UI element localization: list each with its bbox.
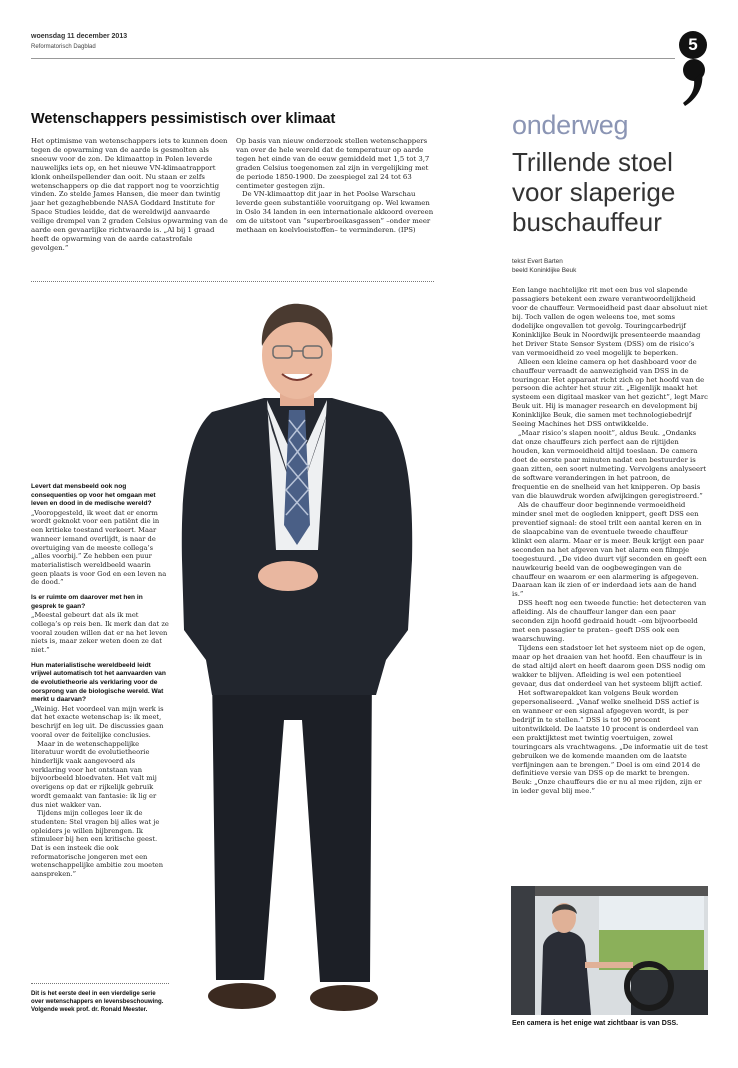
climate-column-1 xyxy=(31,137,230,253)
body-paragraph: Het softwarepakket kan volgens Beuk worden gepersonaliseerd. „Vanaf welke snelheid DSS actief is en wanneer er een signaal afgegeven wordt, is per bedrijf in te stellen.” DSS is tot 90 procent uitontwikkeld. De laatste 10 procent is onderdeel van een praktijktest met twintig voertuigen, zowel touringcars als vrachtwagens. „De informatie uit de test gebruiken we de komende maanden om de laatste verfijningen aan te brengen.” Doel is om eind 2014 de definitieve versie van DSS op de markt te brengen. Beuk: „Onze chauffeurs die er nu al mee rijden, zijn er in ieder geval blij mee.” xyxy=(512,688,708,796)
climate-paragraph: De VN-klimaattop dit jaar in het Poolse Warschau leverde geen substantiële vooruitgang op. Wel kwamen in Oslo 34 landen in een internationale akkoord overeen om de uitstoot van “superbroeikasgassen” –onder meer methaan en koelvloeistoffen– te verminderen. (IPS) xyxy=(236,190,434,235)
body-paragraph: Als de chauffeur door beginnende vermoeidheid minder snel met de oogleden knippert, geeft DSS een preventief signaal: de stoel trilt een aantal keren en in de slaapcabine van de eventuele tweede chauffeur klinkt een alarm. Maar er is meer. Beuk krijgt een paar seconden na het afgeven van het alarm een filmpje toegestuurd. „De video duurt vijf seconden en geeft een nauwkeurig beeld van de oogbewegingen van de chauffeur en waarom er een alarmering is afgegeven. Daaraan kan ik zien of er inderdaad iets aan de hand is.” xyxy=(512,500,707,599)
interview-question: Hun materialistische wereldbeeld leidt vrijwel automatisch tot het aanvaarden van de evolutietheorie als verklaring voor de oorsprong van de biologische wereld. Wat merkt u daarvan? xyxy=(31,661,166,704)
series-footnote: Dit is het eerste deel in een vierdelige serie over wetenschappers en levensbeschouwing. Volgende week prof. dr. Ronald Meester. xyxy=(31,990,164,1014)
interview-answer: „Meestal gebeurt dat als ik met collega’s op reis ben. Ik merk dan dat ze vooral zouden willen dat er na het leven niets is, maar zeker weten doen ze dat niet.” xyxy=(31,611,169,655)
article-body xyxy=(512,286,708,796)
body-paragraph: Tijdens een stadstoer let het systeem niet op de ogen, maar op het draaien van het hoofd. Een chauffeur is in de stad altijd alert en heeft daarom geen DSS nodig om wakker te blijven. Afleiding is wel een potentieel gevaar, dus dat onderdeel van het systeem blijft actief. xyxy=(512,644,706,688)
article-headline: Trillende stoel voor slaperige buschauffeur xyxy=(512,147,676,237)
header-rule xyxy=(31,58,675,59)
header-date: woensdag 11 december 2013 xyxy=(31,33,128,40)
photo-caption: Een camera is het enige wat zichtbaar is van DSS. xyxy=(512,1020,679,1027)
climate-paragraph: Het optimisme van wetenschappers iets te kunnen doen tegen de opwarming van de aarde is gesmolten als sneeuw voor de zon. De klimaattop in Polen leverde nauwelijks iets op, en het nieuwe VN-klimaatrapport klonk onheilspellender dan ooit. Nu staan er zelfs wetenschappers op die dat rapport nog te voorzichtig vinden. Zo stelde James Hansen, die meer dan twintig jaar het gezaghebbende NASA Goddard Institute for Space Studies leidde, dat de wereldwijd aanvaarde veilige drempel van 2 graden Celsius opwarming van de aarde een gevaarlijke richtwaarde is. „Al bij 1 graad heeft de opwarming van de aarde catastrofale gevolgen.” xyxy=(31,137,228,252)
body-paragraph: Een lange nachtelijke rit met een bus vol slapende passagiers betekent een zware verantwoordelijkheid voor de chauffeur. Vermoeidheid past daar absoluut niet bij. Toch vallen de ogen weleens toe, met soms dodelijke ongevallen tot gevolg. Touringcarbedrijf Koninklijke Beuk in Noordwijk presenteerde maandag het Driver State Sensor System (DSS) om de risico’s van vermoeidheid zo veel mogelijk te beperken. xyxy=(512,286,708,357)
photo-credit: beeld Koninklijke Beuk xyxy=(512,267,577,274)
climate-paragraph: Op basis van nieuw onderzoek stellen wetenschappers van over de hele wereld dat de temperatuur op aarde tegen het einde van de eeuw gemiddeld met 1,5 tot 3,7 graden Celsius toegenomen zal zijn in vergelijking met de periode 1850-1900. De zeespiegel zal 24 tot 63 centimeter gestegen zijn. xyxy=(236,137,430,190)
footnote-divider xyxy=(31,983,169,984)
body-paragraph: DSS heeft nog een tweede functie: het detecteren van afleiding. Als de chauffeur langer dan een paar seconden zijn hoofd gedraaid houdt –om bijvoorbeeld met een passagier te praten– geeft DSS ook een waarschuwing. xyxy=(512,599,707,644)
bus-driver-photo xyxy=(511,886,708,1015)
interview-question: Is er ruimte om daarover met hen in gesprek te gaan? xyxy=(31,594,143,610)
interview-answer: Tijdens mijn colleges leer ik de studenten: Stel vragen bij alles wat je opleiders je willen bijbrengen. Ik stimuleer bij hen een kritische geest. Dat is een insteek die ook reformatorische jongeren met een wetenschappelijke ambitie zou moeten aanspreken.” xyxy=(31,809,164,879)
comma-icon xyxy=(682,58,706,108)
text-credit: tekst Evert Barten xyxy=(512,258,563,265)
interview-question: Levert dat mensbeeld ook nog consequenties op voor het omgaan met leven en dood in de medische wereld? xyxy=(31,483,156,508)
scientist-portrait xyxy=(172,300,424,1032)
section-label: onderweg xyxy=(512,110,629,140)
header-paper-name: Reformatorisch Dagblad xyxy=(31,44,96,50)
interview-answer: Maar in de wetenschappelijke literatuur wordt de evolutietheorie hinderlijk vaak aangevoerd als verklaring voor het ontstaan van bijvoorbeeld bloedvaten. Het valt mij overigens op dat er rijkelijk gebruik wordt gemaakt van fantasie: ik lig er dus niet wakker van. xyxy=(31,739,157,809)
body-paragraph: Alleen een kleine camera op het dashboard voor de chauffeur verraadt de aanwezigheid van DSS in de touringcar. Het apparaat richt zich op het hoofd van de persoon die achter het stuur zit. „Eigenlijk maakt het systeem een digitaal masker van het gezicht”, legt Marc Beuk uit. Hij is manager research en development bij Koninklijke Beuk, die samen met technologiebedrijf Seeing Machines het DSS ontwikkelde. xyxy=(512,357,708,429)
climate-column-2 xyxy=(236,137,434,235)
interview-answer: „Vooropgesteld, ik weet dat er enorm wordt geknokt voor een patiënt die in een kritieke toestand verkeert. Maar wanneer iemand overlijdt, is naar de overtuiging van de meeste collega’s „alles voorbij.” Ze hebben een puur materialistisch wereldbeeld waarin geen plaats is voor God en een leven na de dood.” xyxy=(31,508,167,587)
climate-divider xyxy=(31,281,434,282)
climate-article-title: Wetenschappers pessimistisch over klimaat xyxy=(31,111,336,127)
body-paragraph: „Maar risico’s slapen nooit”, aldus Beuk. „Ondanks dat onze chauffeurs zich perfect aan de rijtijden houden, kan vermoeidheid altijd toeslaan. De camera doet de eerste paar minuten nadat een bestuurder is gaan zitten, een soort nulmeting. Vervolgens analyseert de software veranderingen in het patroon, de frequentie en de snelheid van het knipperen. Op basis van die blauwdruk worden afwijkingen geregistreerd.” xyxy=(512,429,707,500)
interview-answer: „Weinig. Het voordeel van mijn werk is dat het exacte wetenschap is: ik meet, beschrijf en leg uit. De discussies gaan vooral over de feitelijke conclusies. xyxy=(31,704,164,739)
page-number-badge: 5 xyxy=(679,31,707,59)
interview-column xyxy=(31,483,169,879)
